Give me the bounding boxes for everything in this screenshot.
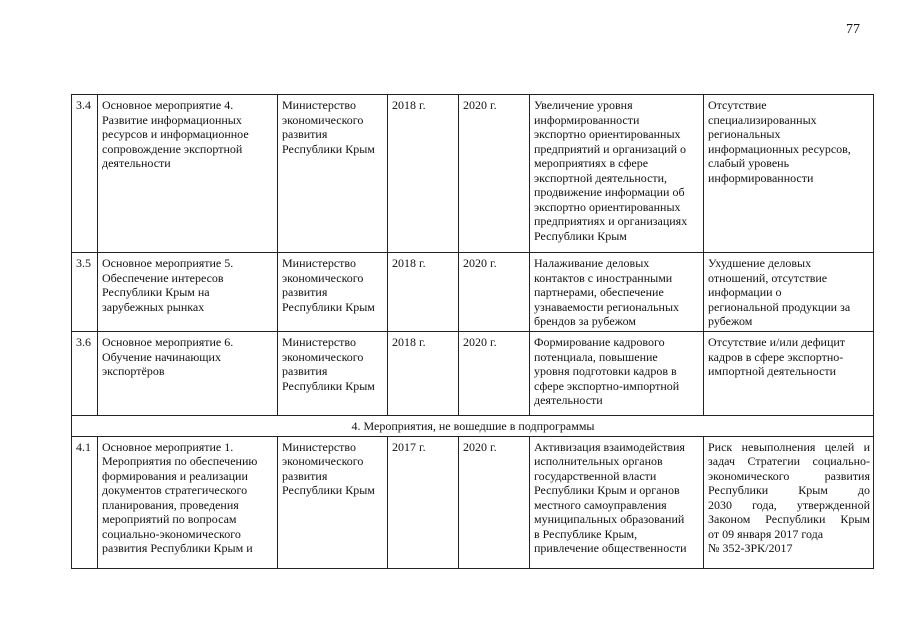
- cell-line: Республики Крым: [282, 483, 375, 497]
- cell-line: экономического: [282, 349, 364, 364]
- cell-line: сопровождение экспортной: [102, 141, 243, 156]
- table-row: [72, 436, 874, 568]
- cell-line: информированности: [708, 170, 814, 185]
- cell-line: развития: [282, 364, 328, 378]
- cell-line: № 352-ЗРК/2017: [708, 541, 793, 555]
- end-year: 2020 г.: [459, 253, 530, 332]
- cell-line: мероприятий по вопросам: [102, 512, 237, 526]
- cell-line: Обеспечение интересов: [102, 270, 224, 285]
- cell-line: развития: [282, 468, 328, 483]
- cell-line: Формирование кадрового: [534, 335, 665, 349]
- cell-line: потенциала, повышение: [534, 349, 658, 364]
- event-name: [98, 253, 278, 332]
- cell-line: в Республике Крым,: [534, 526, 638, 541]
- cell-line: Риск невыполнения целей и: [708, 439, 870, 454]
- start-year: 2018 г.: [388, 95, 459, 253]
- cell-line: информированности: [534, 112, 640, 127]
- cell-line: экономического развития: [708, 468, 870, 483]
- executor: [278, 253, 388, 332]
- cell-line: формирования и реализации: [102, 468, 248, 483]
- cell-line: муниципальных образований: [534, 512, 685, 526]
- expected-result: [530, 436, 704, 568]
- cell-line: Налаживание деловых: [534, 256, 650, 270]
- cell-line: Министерство: [282, 256, 356, 270]
- cell-line: Активизация взаимодействия: [534, 439, 685, 454]
- table-row: [72, 95, 874, 253]
- cell-line: Развитие информационных: [102, 112, 242, 127]
- cell-line: местного самоуправления: [534, 497, 667, 512]
- expected-result: [530, 332, 704, 416]
- cell-line: Республики Крым на: [102, 285, 210, 299]
- cell-line: предприятиях и организациях: [534, 214, 688, 228]
- cell-line: привлечение общественности: [534, 541, 687, 555]
- cell-line: Республики Крым: [282, 299, 375, 314]
- cell-line: зарубежных рынках: [102, 299, 205, 314]
- consequences: [704, 332, 874, 416]
- table-row: [72, 332, 874, 416]
- expected-result: [530, 253, 704, 332]
- cell-line: партнерами, обеспечение: [534, 285, 664, 299]
- consequences: [704, 253, 874, 332]
- event-name: [98, 436, 278, 568]
- cell-line: Законом Республики Крым: [708, 512, 870, 526]
- cell-line: Республики Крым: [282, 378, 375, 393]
- cell-line: экспортёров: [102, 364, 165, 378]
- cell-line: брендов за рубежом: [534, 314, 637, 328]
- cell-line: деятельности: [534, 393, 603, 407]
- cell-line: информации о: [708, 285, 782, 299]
- cell-line: региональной продукции за: [708, 299, 851, 314]
- cell-line: Основное мероприятие 5.: [102, 256, 234, 270]
- end-year: 2020 г.: [459, 332, 530, 416]
- cell-line: Основное мероприятие 1.: [102, 439, 234, 454]
- cell-line: Обучение начинающих: [102, 349, 221, 364]
- cell-line: уровня подготовки кадров в: [534, 364, 677, 378]
- cell-line: Министерство: [282, 439, 356, 454]
- cell-line: ресурсов и информационное: [102, 127, 249, 141]
- cell-line: развития: [282, 127, 328, 141]
- row-number: 3.4: [72, 95, 98, 253]
- start-year: 2017 г.: [388, 436, 459, 568]
- cell-line: экспортно ориентированных: [534, 199, 681, 214]
- cell-line: мероприятиях в сфере: [534, 156, 649, 170]
- cell-line: задач Стратегии социально-: [708, 454, 870, 468]
- cell-line: Увеличение уровня: [534, 98, 633, 112]
- table-row: [72, 253, 874, 332]
- cell-line: Республики Крым и органов: [534, 483, 680, 497]
- cell-line: экспортно ориентированных: [534, 127, 681, 141]
- cell-line: Министерство: [282, 98, 356, 112]
- cell-line: Отсутствие и/или дефицит: [708, 335, 846, 349]
- event-name: [98, 95, 278, 253]
- cell-line: развития: [282, 285, 328, 299]
- consequences: [704, 436, 874, 568]
- cell-line: Республики Крым до: [708, 483, 870, 497]
- cell-line: экономического: [282, 454, 364, 468]
- cell-line: рубежом: [708, 314, 753, 328]
- cell-line: специализированных: [708, 112, 817, 127]
- cell-line: экономического: [282, 270, 364, 285]
- page-number: 77: [846, 22, 860, 37]
- cell-line: слабый уровень: [708, 156, 790, 170]
- end-year: 2020 г.: [459, 436, 530, 568]
- cell-line: планирования, проведения: [102, 497, 239, 512]
- cell-line: развития Республики Крым и: [102, 541, 253, 555]
- cell-line: предприятий и организаций о: [534, 141, 686, 156]
- cell-line: отношений, отсутствие: [708, 270, 828, 285]
- event-name: [98, 332, 278, 416]
- row-number: 3.5: [72, 253, 98, 332]
- cell-line: сфере экспортно-импортной: [534, 378, 680, 393]
- section-title: 4. Мероприятия, не вошедшие в подпрограммы: [72, 416, 874, 437]
- cell-line: Республики Крым: [534, 228, 627, 243]
- events-table: [71, 94, 874, 569]
- cell-line: региональных: [708, 127, 781, 141]
- executor: [278, 95, 388, 253]
- cell-line: узнаваемости региональных: [534, 299, 680, 314]
- executor: [278, 436, 388, 568]
- cell-line: продвижение информации об: [534, 185, 685, 199]
- cell-line: исполнительных органов: [534, 454, 663, 468]
- cell-line: государственной власти: [534, 468, 657, 483]
- cell-line: социально-экономического: [102, 526, 241, 541]
- cell-line: экономического: [282, 112, 364, 127]
- cell-line: импортной деятельности: [708, 364, 837, 378]
- start-year: 2018 г.: [388, 253, 459, 332]
- cell-line: информационных ресурсов,: [708, 141, 851, 156]
- executor: [278, 332, 388, 416]
- cell-line: Основное мероприятие 6.: [102, 335, 234, 349]
- cell-line: Основное мероприятие 4.: [102, 98, 234, 112]
- cell-line: 2030 года, утвержденной: [708, 497, 870, 512]
- section-row: [72, 416, 874, 437]
- cell-line: Мероприятия по обеспечению: [102, 454, 258, 468]
- consequences: [704, 95, 874, 253]
- cell-line: деятельности: [102, 156, 171, 170]
- cell-line: контактов с иностранными: [534, 270, 673, 285]
- cell-line: Отсутствие: [708, 98, 767, 112]
- cell-line: документов стратегического: [102, 483, 248, 497]
- expected-result: [530, 95, 704, 253]
- cell-line: экспортной деятельности,: [534, 170, 668, 185]
- cell-line: кадров в сфере экспортно-: [708, 349, 844, 364]
- row-number: 4.1: [72, 436, 98, 568]
- start-year: 2018 г.: [388, 332, 459, 416]
- end-year: 2020 г.: [459, 95, 530, 253]
- cell-line: Ухудшение деловых: [708, 256, 812, 270]
- row-number: 3.6: [72, 332, 98, 416]
- cell-line: Республики Крым: [282, 141, 375, 156]
- cell-line: от 09 января 2017 года: [708, 526, 824, 541]
- cell-line: Министерство: [282, 335, 356, 349]
